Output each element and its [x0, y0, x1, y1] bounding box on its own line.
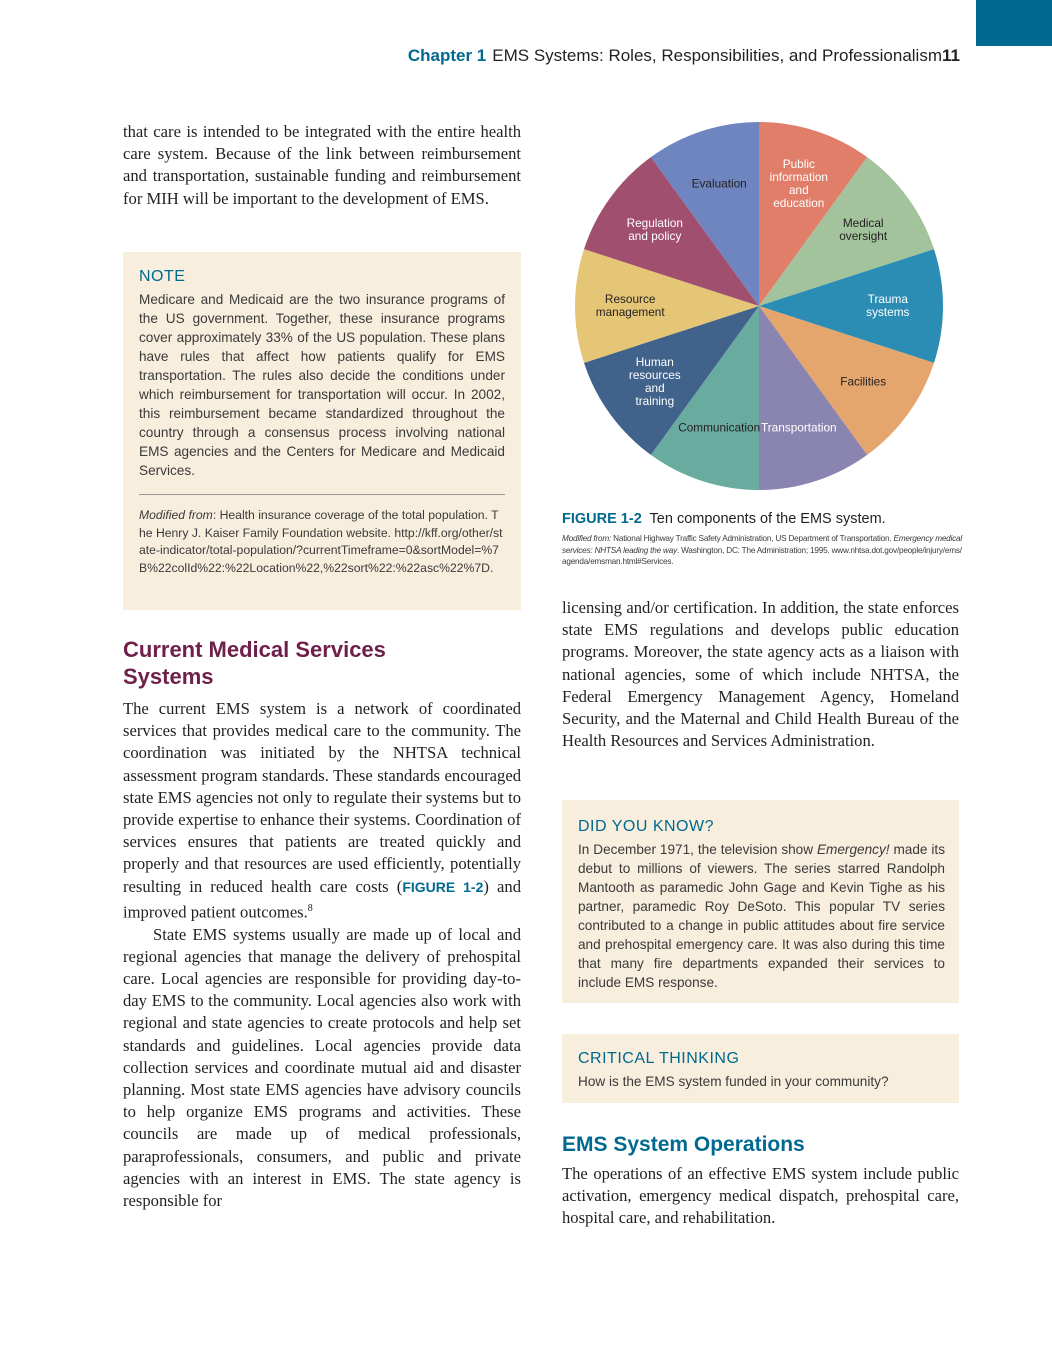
caption-source	[562, 533, 962, 568]
para1-text-end: ) and improved patient outcomes.	[123, 876, 522, 922]
note-title: NOTE	[139, 268, 186, 285]
ems-operations-section	[562, 1133, 959, 1230]
note-source-text: : Health insurance coverage of the total population. The Henry J. Kaiser Family Foundation website. http://kff.org/other/state-indicator/total-population/?currentTimeframe=0&sortModel=%7B%22colId%22:%22Location%22,%22sort%22:%22asc%22%7D.	[139, 508, 503, 575]
dyk-text-start: In December 1971, the television show	[578, 842, 817, 857]
right-column-continuation	[562, 597, 959, 752]
pie-slice-label: Medical oversight	[839, 216, 888, 244]
dyk-text-end: made its debut to millions of viewers. The series starred Randolph Mantooth as paramedic John Gage and Kevin Tighe as his partner, paramedic Roy DeSoto. This popular TV series contributed to a change in public attitudes about fire service and prehospital emergency care. It was also during this time that many fire departments expanded their services to include EMS response.	[578, 842, 945, 990]
figure-caption	[562, 511, 962, 568]
did-you-know-box	[562, 800, 959, 1003]
intro-paragraph: that care is intended to be integrated with the entire health care system. Because of the link between reimbursement and transportation, sustainable funding and reimbursement for MIH will be important to the development of EMS.	[123, 122, 521, 208]
pie-slice-label: Communication	[678, 420, 761, 435]
caption-main	[562, 511, 962, 527]
current-systems-para-1	[123, 698, 521, 924]
caption-source-text: National Highway Traffic Safety Administration, US Department of Transportation.	[611, 534, 894, 543]
note-source	[139, 507, 505, 577]
pie-slice-label: Resource management	[595, 292, 665, 319]
footnote-ref: 8	[307, 902, 313, 914]
section-heading-ems-operations: EMS System Operations	[562, 1133, 805, 1156]
pie-slice-label: Trauma systems	[866, 292, 910, 319]
pie-slice-label: Evaluation	[691, 176, 747, 190]
state-agency-paragraph: licensing and/or certification. In addition, the state enforces state EMS regulations and develops public education programs. Moreover, the state agency acts as a liaison with national agencies, some of which include NHTSA, the Federal Emergency Management Agency, Homeland Security, and the Maternal and Child Health Bureau of the Health Resources and Services Administration.	[562, 598, 959, 751]
caption-number: FIGURE 1-2	[562, 511, 642, 527]
ems-operations-paragraph: The operations of an effective EMS system include public activation, emergency medical dispatch, prehospital care, hospital care, and rehabilitation.	[562, 1164, 959, 1228]
para1-text: The current EMS system is a network of coordinated services that provides medical care to the community. The coordination was initiated by the NHTSA technical assessment program standards. These standards encouraged state EMS agencies not only to regulate their systems but to provide expertise to enhance their systems. Coordination of services ensures that patients are treated quickly and properly and that resources are used efficiently, potentially resulting in reduced health care costs (	[123, 699, 521, 896]
section-heading-current-systems: Current Medical Services Systems	[123, 637, 386, 689]
critical-thinking-box	[562, 1034, 959, 1103]
caption-source-label: Modified from:	[562, 534, 612, 543]
caption-text: Ten components of the EMS system.	[649, 511, 886, 527]
current-systems-section	[123, 636, 521, 1212]
did-you-know-text	[578, 840, 945, 992]
current-systems-para-2: State EMS systems usually are made up of local and regional agencies that manage the delivery of prehospital care. Local agencies are responsible for providing day-to-day EMS to the community. Local agencies also work with regional and state agencies to create protocols and help set standards and guidelines. Local agencies provide data collection services and coordinate mutual aid and disaster planning. Most state EMS agencies have advisory councils to help organize EMS programs and activities. These councils are made up of medical professionals, paraprofessionals, consumers, and public and private agencies with an interest in EMS. The state agency is responsible for	[123, 924, 521, 1210]
page-number: 11	[942, 46, 960, 65]
pie-slice-label: Regulation and policy	[626, 216, 683, 244]
corner-tab	[976, 0, 1052, 46]
running-head	[408, 46, 942, 66]
note-divider	[139, 494, 505, 495]
pie-slice-label: Facilities	[840, 374, 887, 389]
pie-slice-label: Transportation	[760, 420, 837, 435]
chapter-title: EMS Systems: Roles, Responsibilities, and Professionalism	[492, 46, 942, 65]
did-you-know-title: DID YOU KNOW?	[578, 818, 714, 835]
ems-components-figure	[575, 118, 945, 498]
left-column-intro	[123, 121, 521, 210]
note-source-label: Modified from	[139, 508, 213, 522]
caption-source-end: . Washington, DC: The Administration; 1995. www.nhtsa.dot.gov/people/injury/ems/agenda/emsman.html#Services.	[562, 545, 962, 566]
critical-thinking-text: How is the EMS system funded in your community?	[578, 1074, 889, 1089]
pie-slice-label: Human resources and training	[628, 354, 681, 408]
pie-slice-label: Public information and education	[769, 156, 828, 210]
note-box	[123, 252, 521, 610]
caption-source-title: Emergency medical services: NHTSA leading the way	[562, 534, 963, 555]
chapter-label: Chapter 1	[407, 46, 487, 65]
critical-thinking-title: CRITICAL THINKING	[578, 1050, 740, 1067]
note-text: Medicare and Medicaid are the two insurance programs of the US government. Together, these insurance programs cover approximately 33% of the US population. These plans have rules that affect how patients qualify for EMS transportation. The rules also decide the conditions under which reimbursement for transportation will occur. In 2002, this reimbursement became standardized throughout the country through a consensus process involving national EMS agencies and the Centers for Medicare and Medicaid Services.	[139, 292, 505, 478]
figure-reference-link[interactable]: FIGURE 1-2	[402, 878, 484, 895]
dyk-show-title: Emergency!	[816, 842, 890, 857]
